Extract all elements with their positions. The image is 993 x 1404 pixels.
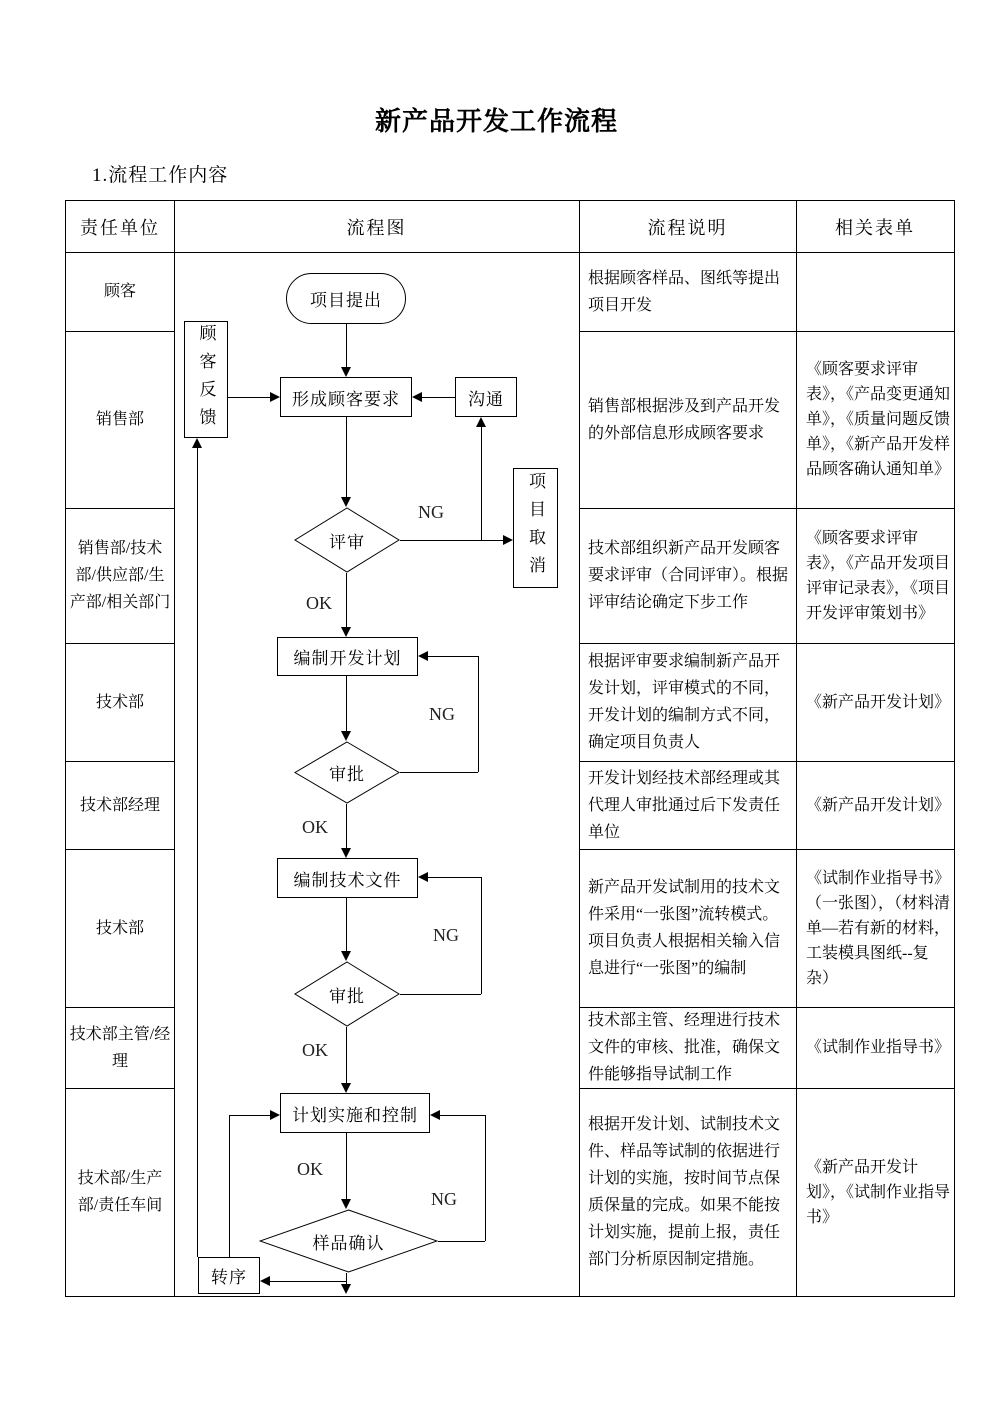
node-sample-confirmation-decision [259, 1209, 438, 1273]
node-review-decision [294, 507, 400, 573]
flow-line [478, 656, 479, 772]
flow-line [481, 427, 482, 540]
flow-line [228, 397, 270, 398]
flow-line [481, 877, 482, 994]
unit-cell: 技术部经理 [79, 796, 160, 814]
header-description: 流程说明 [647, 217, 728, 238]
unit-cell: 技术部/生产部/责任车间 [77, 1170, 163, 1214]
node-label: 编制开发计划 [293, 649, 402, 668]
branch-label-ng: NG [433, 925, 459, 945]
node-label: 评审 [329, 532, 365, 552]
description-cell: 销售部根据涉及到产品开发的外部信息形成顾客要求 [588, 397, 781, 442]
flow-line [400, 994, 481, 995]
branch-label-ng: NG [418, 502, 444, 522]
arrowhead-down [341, 1199, 351, 1209]
branch-label-ng: NG [429, 704, 455, 724]
arrowhead-right [270, 1110, 280, 1120]
flow-line [485, 1115, 486, 1241]
branch-label-ok: OK [302, 817, 328, 837]
arrowhead-down [341, 367, 351, 377]
forms-cell: 《新产品开发计划》 [806, 693, 951, 711]
flow-line [422, 397, 455, 398]
description-cell: 根据评审要求编制新产品开发计划，评审模式的不同，开发计划的编制方式不同，确定项目负责人 [588, 653, 781, 751]
branch-label-ok: OK [302, 1040, 328, 1060]
flow-line [229, 1115, 230, 1257]
node-label: 转序 [211, 1268, 247, 1287]
node-approval1-decision [294, 741, 400, 804]
flow-line [428, 877, 481, 878]
flow-line [346, 573, 347, 627]
flow-line [229, 1115, 270, 1116]
arrowhead-down [341, 731, 351, 741]
column-divider [174, 201, 175, 1296]
arrowhead-down [341, 497, 351, 507]
flow-line [270, 1281, 347, 1282]
flow-line [346, 1273, 347, 1284]
process-table [65, 200, 955, 1297]
flow-line [346, 804, 347, 848]
arrowhead-down [341, 1083, 351, 1093]
node-plan-implementation [280, 1093, 430, 1133]
header-forms: 相关表单 [835, 217, 915, 238]
flow-line [400, 772, 478, 773]
arrowhead-down [341, 1284, 351, 1294]
arrowhead-right [503, 535, 513, 545]
forms-cell: 《顾客要求评审表》，《产品变更通知单》，《质量问题反馈单》，《新产品开发样品顾客确认通知单》 [806, 361, 951, 478]
node-label: 形成顾客要求 [292, 389, 400, 409]
node-form-customer-requirements [280, 377, 412, 417]
node-project-proposal [286, 273, 406, 324]
node-communication [455, 377, 517, 417]
flow-line [346, 898, 347, 951]
node-prepare-tech-docs [277, 858, 418, 898]
arrowhead-down [341, 951, 351, 961]
description-cell: 技术部组织新产品开发顾客要求评审（合同评审）。根据评审结论确定下步工作 [588, 540, 789, 611]
forms-cell: 《顾客要求评审表》，《产品开发项目评审记录表》，《项目开发评审策划书》 [806, 529, 951, 622]
flow-line [428, 656, 478, 657]
arrowhead-down [341, 848, 351, 858]
flow-line [400, 540, 503, 541]
flow-line [440, 1115, 485, 1116]
arrowhead-up [476, 417, 486, 427]
page-title: 新产品开发工作流程 [374, 106, 618, 136]
flow-line [197, 448, 198, 1257]
section-heading: 1.流程工作内容 [92, 165, 229, 186]
node-label: 沟通 [468, 389, 504, 409]
unit-cell: 顾客 [103, 283, 136, 300]
node-approval2-decision [294, 961, 400, 1027]
forms-cell: 《新产品开发计划》 [806, 796, 951, 814]
flow-line [346, 1027, 347, 1083]
arrowhead-left [418, 651, 428, 661]
arrowhead-left [260, 1276, 270, 1286]
description-cell: 新产品开发试制用的技术文件采用“一张图”流转模式。项目负责人根据相关输入信息进行“一张图”的编制 [588, 879, 781, 977]
branch-label-ok: OK [297, 1159, 323, 1179]
unit-cell: 技术部 [95, 919, 144, 937]
flow-line [438, 1241, 485, 1242]
node-label: 编制技术文件 [293, 870, 402, 890]
node-customer-feedback [184, 321, 228, 438]
arrowhead-right [270, 392, 280, 402]
forms-cell: 《新产品开发计划》，《试制作业指导书》 [806, 1158, 951, 1226]
description-cell: 技术部主管、经理进行技术文件的审核、批准，确保文件能够指导试制工作 [588, 1012, 781, 1083]
node-label: 项目提出 [310, 291, 382, 310]
unit-cell: 技术部 [95, 693, 144, 711]
node-label: 顾客反馈 [196, 323, 216, 436]
unit-cell: 销售部/技术部/供应部/生产部/相关部门 [69, 540, 171, 611]
arrowhead-up [192, 438, 202, 448]
node-label: 样品确认 [312, 1233, 385, 1253]
node-label: 项目取消 [526, 472, 545, 584]
unit-cell: 技术部主管/经理 [69, 1025, 171, 1070]
header-unit: 责任单位 [80, 217, 160, 238]
description-cell: 根据顾客样品、图纸等提出项目开发 [588, 269, 781, 314]
unit-cell: 销售部 [95, 411, 144, 428]
node-prepare-dev-plan [277, 637, 418, 676]
header-flowchart: 流程图 [346, 217, 407, 238]
forms-cell: 《试制作业指导书》 [806, 1039, 951, 1056]
node-label: 审批 [329, 765, 365, 784]
arrowhead-down [341, 627, 351, 637]
arrowhead-left [412, 392, 422, 402]
branch-label-ng: NG [431, 1189, 457, 1209]
description-cell: 根据开发计划、试制技术文件、样品等试制的依据进行计划的实施，按时间节点保质保量的完成。如果不能按计划实施，提前上报，责任部门分析原因制定措施。 [588, 1116, 781, 1268]
description-cell: 开发计划经技术部经理或其代理人审批通过后下发责任单位 [588, 769, 781, 841]
node-label: 审批 [329, 986, 365, 1006]
flow-line [346, 1133, 347, 1199]
forms-cell [796, 252, 954, 331]
branch-label-ok: OK [306, 593, 332, 613]
flow-line [346, 417, 347, 497]
node-transfer [198, 1257, 260, 1294]
arrowhead-left [418, 872, 428, 882]
flow-line [346, 676, 347, 731]
node-project-cancel [513, 468, 558, 588]
arrowhead-left [430, 1110, 440, 1120]
node-label: 计划实施和控制 [292, 1105, 418, 1125]
forms-cell: 《试制作业指导书》（一张图），（材料清单—若有新的材料，工装模具图纸--复杂） [806, 869, 951, 987]
flow-line [346, 324, 347, 367]
